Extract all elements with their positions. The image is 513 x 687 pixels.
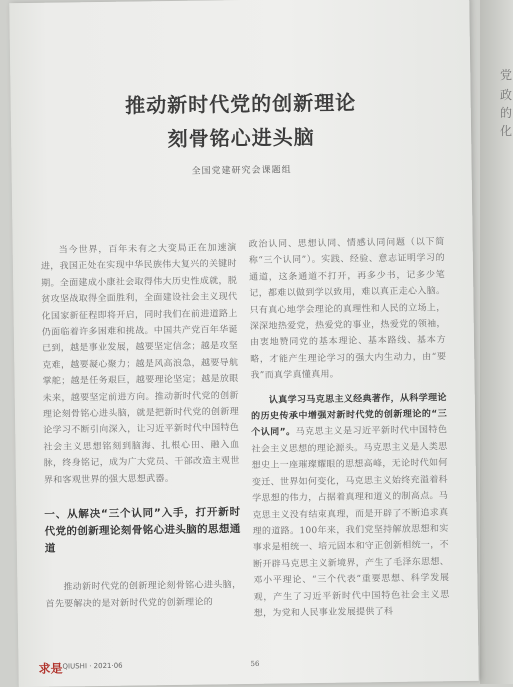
facing-page-char: 的 (500, 106, 513, 120)
body-paragraph (251, 390, 450, 622)
title-line-1: 推动新时代党的创新理论 (125, 90, 357, 118)
section-heading: 一、从解决“三个认同”入手，打开新时代党的创新理论刻骨铭心进头脑的思想通道 (44, 506, 241, 555)
magazine-page (9, 0, 479, 687)
facing-page-char: 党 (500, 68, 513, 82)
facing-page-edge (480, 0, 513, 684)
body-paragraph: 政治认同、思想认同、情感认同问题（以下简称“三个认同”）。实践、经验、意志证明学习的通道，这条通道不打开，再多少书，记多少笔记，都难以做到学以致用，难以真正走心入脑。只有真心地学会理论的真理性和人民的立场上，深深地热爱党，热爱党的事业，热爱党的领袖，由衷地赞同党的基本理论、基本路线、基本方略，才能产生理论学习的强大内生动力，由“要我”而真学真懂真用。 (248, 237, 447, 382)
facing-page-char: 化 (500, 124, 513, 138)
title-line-2: 刻骨铭心进头脑 (167, 124, 315, 152)
page-number: 56 (250, 659, 260, 668)
body-paragraph: 当今世界，百年未有之大变局正在加速演进，我国正处在实现中华民族伟大复兴的关键时期。全面建成小康社会取得伟大历史性成就，脱贫攻坚战取得全面胜利，全面建设社会主义现代化国家新征程即将开启，同时我们在前进道路上仍面临着许多困难和挑战。中国共产党百年华诞已到，越是事业发展，越要坚定信念；越是攻坚克难，越要凝心聚力；越是风高浪急，越要导航掌舵；越是任务艰巨，越要理论坚定；越是放眼未来，越要坚定前进方向。推动新时代党的创新理论刻骨铭心进头脑，就是把新时代党的创新理论学习不断引向深入，让习近平新时代中国特色社会主义思想铭刻到脑海、扎根心田、融入血脉，终身铭记，成为广大党员、干部改造主观世界和客观世界的强大思想武器。 (40, 243, 240, 486)
magazine-issue: QIUSHI · 2021·06 (62, 661, 123, 671)
magazine-logo: 求是 (38, 661, 63, 676)
bold-lead-sentence: 认真学习马克思主义经典著作，从科学理论的历史传承中增强对新时代党的创新理论的“三个认同”。 (250, 392, 448, 439)
left-column (41, 240, 242, 613)
facing-page-char: 政 (500, 88, 513, 102)
article-author: 全国党建研究会课题组 (191, 165, 292, 177)
right-column (249, 234, 450, 622)
page-footer (38, 657, 468, 677)
body-paragraph: 推动新时代党的创新理论刻骨铭心进头脑，首先要解决的是对新时代党的创新理论的 (45, 580, 242, 610)
article-title (10, 85, 471, 159)
paragraph-text: 马克思主义是习近平新时代中国特色社会主义思想的理论源头。马克思主义是人类思想史上一座璀璨耀眼的思想高峰，无论时代如何变迁、世界如何变化，马克思主义始终充溢着科学思想的伟力，占据着真理和道义的制高点。马克思主义没有结束真理，而是开辟了不断追求真理的道路。100年来，我们党坚持解放思想和实事求是相统一、培元固本和守正创新相统一，不断开辟马克思主义新境界，产生了毛泽东思想、邓小平理论、“三个代表”重要思想、科学发展观，产生了习近平新时代中国特色社会主义思想，为党和人民事业发展提供了科 (251, 425, 450, 619)
